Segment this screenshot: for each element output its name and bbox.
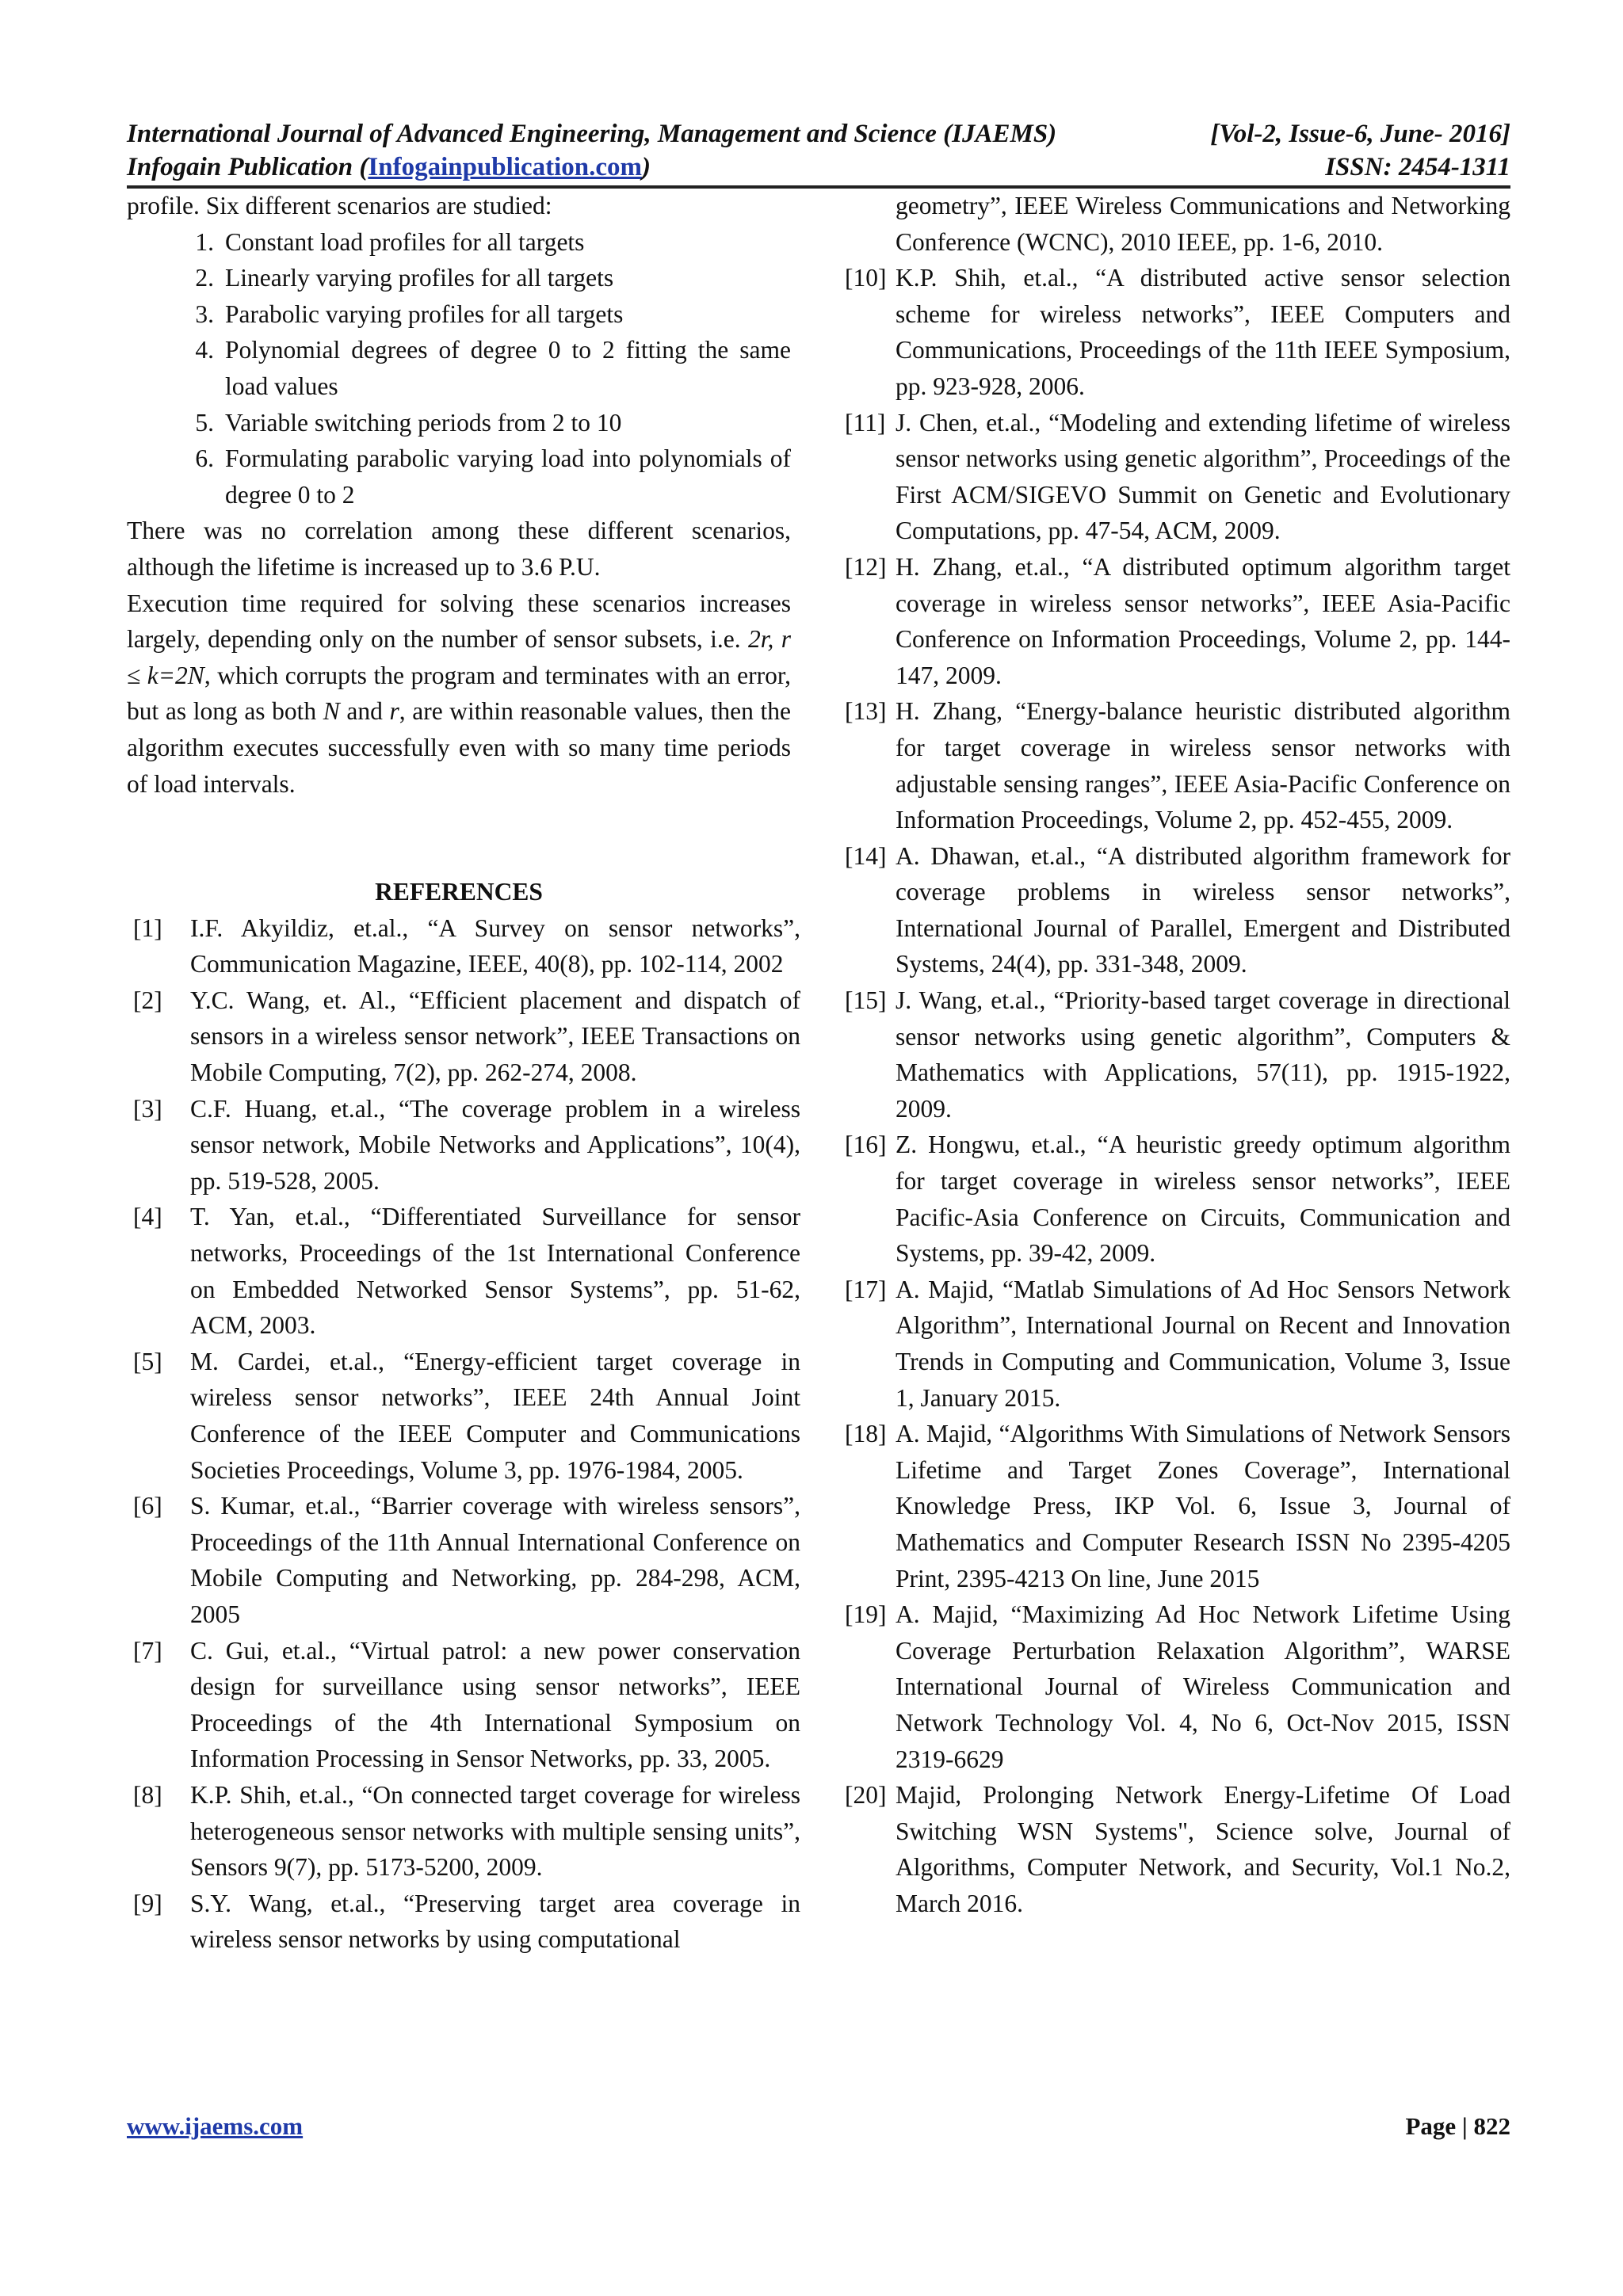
reference-item bbox=[133, 1777, 800, 1886]
reference-item bbox=[845, 260, 1510, 404]
website-link[interactable]: www.ijaems.com bbox=[127, 2112, 304, 2140]
reference-text: C. Gui, et.al., “Virtual patrol: a new power conservation design for surveillance using sensor networks”, IEEE Proceedings of the 4th International Symposium on Information Processing in Sensor Networks, pp. 33, 2005. bbox=[190, 1636, 800, 1773]
reference-number: [20] bbox=[845, 1781, 887, 1810]
paragraph-execution bbox=[127, 585, 791, 803]
reference-number: [10] bbox=[845, 264, 887, 292]
reference-item bbox=[133, 1633, 800, 1777]
reference-text: Y.C. Wang, et. Al., “Efficient placement and dispatch of sensors in a wireless sensor network”, IEEE Transactions on Mobile Computing, 7(2), pp. 262-274, 2008. bbox=[190, 986, 800, 1087]
reference-number: [19] bbox=[845, 1600, 887, 1629]
text-run: , which corrupts the program and terminates with an error, but as long as both bbox=[127, 661, 791, 726]
publisher-line bbox=[127, 151, 651, 184]
volume-issue: [Vol-2, Issue-6, June- 2016] bbox=[1210, 120, 1510, 148]
reference-text: H. Zhang, et.al., “A distributed optimum algorithm target coverage in wireless sensor networks”, IEEE Asia-Pacific Conference on Information Proceedings, Volume 2, pp. 144-147, 2009. bbox=[896, 552, 1510, 689]
reference-text: A. Majid, “Maximizing Ad Hoc Network Lifetime Using Coverage Perturbation Relaxation Algorithm”, WARSE International Journal of Wireless Communication and Network Technology Vol. 4, No 6, Oct-Nov 2015, ISSN 2319-6629 bbox=[896, 1600, 1510, 1773]
reference-number: [18] bbox=[845, 1420, 887, 1448]
list-text: Constant load profiles for all targets bbox=[225, 227, 585, 256]
reference-item bbox=[133, 1344, 800, 1488]
reference-text: Majid, Prolonging Network Energy-Lifetime Of Load Switching WSN Systems", Science solve, Journal of Algorithms, Computer Network, and Security, Vol.1 No.2, March 2016. bbox=[896, 1781, 1510, 1917]
reference-text: T. Yan, et.al., “Differentiated Surveillance for sensor networks, Proceedings of the 1st International Conference on Embedded Networked Sensor Systems”, pp. 51-62, ACM, 2003. bbox=[190, 1203, 800, 1340]
reference-text: S.Y. Wang, et.al., “Preserving target area coverage in wireless sensor networks by using computational bbox=[190, 1889, 800, 1954]
reference-item bbox=[845, 838, 1510, 982]
reference-number: [3] bbox=[133, 1094, 162, 1123]
issn: ISSN: 2454-1311 bbox=[1325, 153, 1510, 181]
math-inline: 2r, r ≤ k=2N bbox=[127, 625, 791, 689]
reference-number: [1] bbox=[133, 913, 162, 942]
reference-item bbox=[133, 982, 800, 1091]
page-footer bbox=[127, 2112, 1510, 2141]
math-inline: r bbox=[389, 697, 399, 726]
publisher-suffix: ) bbox=[642, 153, 651, 181]
reference-item bbox=[845, 1127, 1510, 1271]
reference-item bbox=[845, 693, 1510, 837]
list-text: Linearly varying profiles for all targets bbox=[225, 264, 614, 292]
journal-title: International Journal of Advanced Engineering, Management and Science (IJAEMS) bbox=[127, 120, 1057, 148]
reference-number: [16] bbox=[845, 1131, 887, 1159]
reference-item bbox=[845, 405, 1510, 549]
reference-text: J. Wang, et.al., “Priority-based target coverage in directional sensor networks using genetic algorithm”, Computers & Mathematics with Applications, 57(11), pp. 1915-1922, 2009. bbox=[896, 986, 1510, 1123]
publisher-link[interactable]: Infogainpublication.com bbox=[368, 153, 643, 181]
publisher-prefix: Infogain Publication ( bbox=[127, 153, 369, 181]
scenarios-intro: profile. Six different scenarios are studied: bbox=[127, 192, 552, 219]
math-inline: N bbox=[323, 697, 340, 726]
list-item bbox=[195, 405, 791, 441]
scenario-list bbox=[127, 224, 791, 513]
list-item bbox=[195, 224, 791, 261]
reference-item bbox=[845, 549, 1510, 693]
reference-text: H. Zhang, “Energy-balance heuristic distributed algorithm for target coverage in wireless sensor networks with adjustable sensing ranges”, IEEE Asia-Pacific Conference on Information Proceedings, Volume 2, pp. 452-455, 2009. bbox=[896, 697, 1510, 834]
list-number: 1. bbox=[195, 227, 214, 256]
reference-number: [14] bbox=[845, 841, 887, 870]
reference-text: A. Majid, “Matlab Simulations of Ad Hoc Sensors Network Algorithm”, International Journal on Recent and Innovation Trends in Computing and Communication, Volume 3, Issue 1, January 2015. bbox=[896, 1275, 1510, 1412]
reference-text: K.P. Shih, et.al., “On connected target coverage for wireless heterogeneous sensor networks with multiple sensing units”, Sensors 9(7), pp. 5173-5200, 2009. bbox=[190, 1780, 800, 1882]
reference-item bbox=[845, 1416, 1510, 1596]
list-item bbox=[195, 260, 791, 296]
reference-number: [5] bbox=[133, 1347, 162, 1375]
reference-text: I.F. Akyildiz, et.al., “A Survey on sensor networks”, Communication Magazine, IEEE, 40(8), pp. 102-114, 2002 bbox=[190, 913, 800, 978]
running-header bbox=[127, 117, 1510, 184]
reference-item bbox=[133, 910, 800, 982]
page-number: Page | 822 bbox=[1405, 2112, 1510, 2140]
reference-number: [17] bbox=[845, 1275, 887, 1303]
list-number: 5. bbox=[195, 408, 214, 437]
references-heading: REFERENCES bbox=[375, 878, 543, 906]
reference-text: geometry”, IEEE Wireless Communications and Networking Conference (WCNC), 2010 IEEE, pp. 1-6, 2010. bbox=[896, 192, 1510, 256]
list-number: 2. bbox=[195, 264, 214, 292]
reference-number: [2] bbox=[133, 986, 162, 1014]
reference-item bbox=[845, 1272, 1510, 1416]
reference-text: K.P. Shih, et.al., “A distributed active sensor selection scheme for wireless networks”, IEEE Computers and Communications, Proceedings of the 11th IEEE Symposium, pp. 923-928, 2006. bbox=[896, 264, 1510, 400]
list-item bbox=[195, 441, 791, 513]
reference-number: [15] bbox=[845, 986, 887, 1015]
reference-text: S. Kumar, et.al., “Barrier coverage with wireless sensors”, Proceedings of the 11th Annual International Conference on Mobile Computing and Networking, pp. 284-298, ACM, 2005 bbox=[190, 1492, 800, 1628]
reference-number: [7] bbox=[133, 1636, 162, 1665]
text-run: Execution time required for solving these scenarios increases largely, depending only on the number of sensor subsets, i.e. bbox=[127, 589, 791, 654]
reference-item bbox=[133, 1199, 800, 1343]
list-text: Parabolic varying profiles for all targets bbox=[225, 299, 624, 328]
reference-number: [6] bbox=[133, 1492, 162, 1520]
text-run: , are within reasonable values, then the algorithm executes successfully even with so many time periods of load intervals. bbox=[127, 697, 791, 798]
reference-item bbox=[133, 1488, 800, 1632]
right-column bbox=[845, 188, 1510, 1922]
paragraph-correlation: There was no correlation among these different scenarios, although the lifetime is increased up to 3.6 P.U. bbox=[127, 517, 791, 581]
reference-number: [13] bbox=[845, 697, 887, 726]
reference-number: [9] bbox=[133, 1889, 162, 1917]
list-number: 6. bbox=[195, 444, 214, 473]
reference-item bbox=[845, 1596, 1510, 1777]
reference-text: C.F. Huang, et.al., “The coverage problem in a wireless sensor network, Mobile Networks and Applications”, 10(4), pp. 519-528, 2005. bbox=[190, 1094, 800, 1195]
text-run: and bbox=[339, 697, 390, 726]
reference-continuation bbox=[845, 188, 1510, 260]
list-item bbox=[195, 332, 791, 404]
left-column bbox=[127, 188, 800, 1958]
reference-item bbox=[845, 1777, 1510, 1921]
reference-number: [4] bbox=[133, 1203, 162, 1231]
reference-text: Z. Hongwu, et.al., “A heuristic greedy optimum algorithm for target coverage in wireless sensor networks”, IEEE Pacific-Asia Conference on Circuits, Communication and Systems, pp. 39-42, 2009. bbox=[896, 1131, 1510, 1268]
reference-item bbox=[845, 982, 1510, 1127]
reference-number: [12] bbox=[845, 552, 887, 581]
reference-text: A. Majid, “Algorithms With Simulations of Network Sensors Lifetime and Target Zones Coverage”, International Knowledge Press, IKP Vol. 6, Issue 3, Journal of Mathematics and Computer Research ISSN No 2395-4205 Print, 2395-4213 On line, June 2015 bbox=[896, 1420, 1510, 1592]
list-number: 4. bbox=[195, 336, 214, 364]
reference-number: [11] bbox=[845, 408, 886, 437]
reference-text: J. Chen, et.al., “Modeling and extending lifetime of wireless sensor networks using genetic algorithm”, Proceedings of the First ACM/SIGEVO Summit on Genetic and Evolutionary Computations, pp. 47-54, ACM, 2009. bbox=[896, 408, 1510, 545]
list-text: Polynomial degrees of degree 0 to 2 fitting the same load values bbox=[225, 336, 791, 400]
reference-item bbox=[133, 1886, 800, 1958]
reference-number: [8] bbox=[133, 1780, 162, 1809]
list-text: Formulating parabolic varying load into polynomials of degree 0 to 2 bbox=[225, 444, 791, 509]
list-number: 3. bbox=[195, 299, 214, 328]
list-text: Variable switching periods from 2 to 10 bbox=[225, 408, 622, 437]
reference-item bbox=[133, 1091, 800, 1199]
reference-text: M. Cardei, et.al., “Energy-efficient target coverage in wireless sensor networks”, IEEE 24th Annual Joint Conference of the IEEE Computer and Communications Societies Proceedings, Volume 3, pp. 1976-1984, 2005. bbox=[190, 1347, 800, 1484]
reference-text: A. Dhawan, et.al., “A distributed algorithm framework for coverage problems in wireless sensor networks”, International Journal of Parallel, Emergent and Distributed Systems, 24(4), pp. 331-348, 2009. bbox=[896, 841, 1510, 978]
list-item bbox=[195, 296, 791, 333]
section-spacer bbox=[127, 802, 791, 874]
